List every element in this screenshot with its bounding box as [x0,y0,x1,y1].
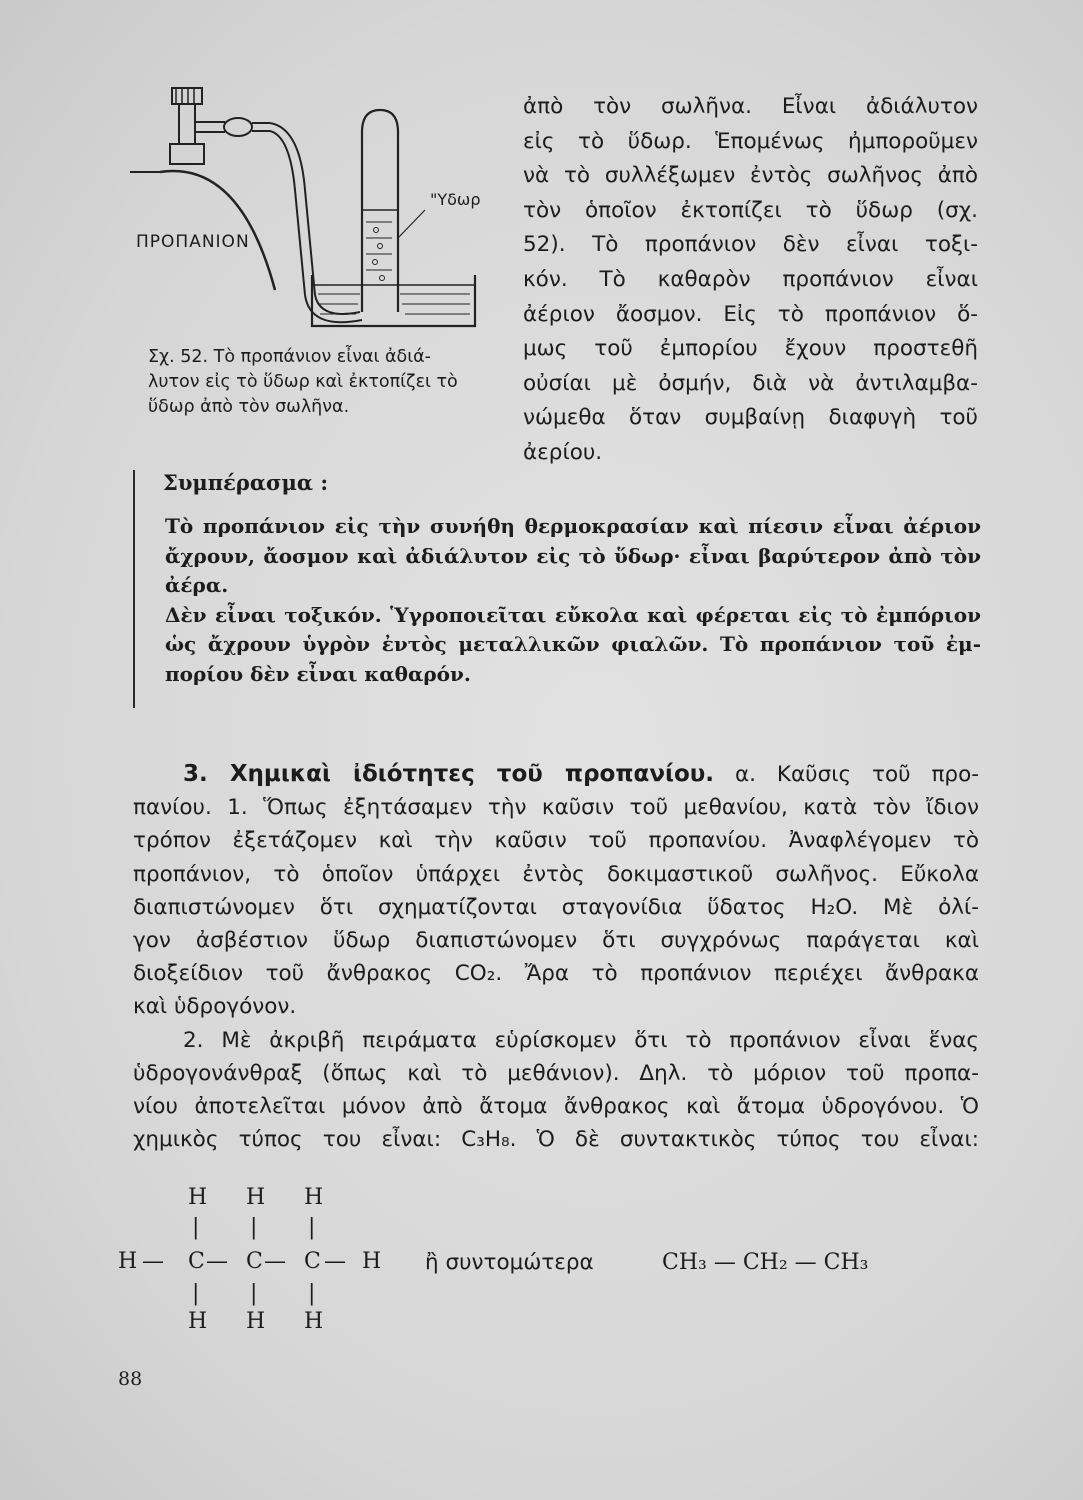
bond-vertical: | [250,1215,258,1240]
text-line: νώμεθα ὅταν συμβαίνῃ διαφυγὴ τοῦ [523,405,978,431]
atom-h: H [304,1309,324,1334]
text-line: μως τοῦ ἐμπορίου ἔχουν προστεθῆ [523,336,978,362]
right-column-text [523,90,978,471]
text-line: 52). Τὸ προπάνιον δὲν εἶναι τοξι- [523,232,978,258]
text-line: εἰς τὸ ὕδωρ. Ἑπομένως ἠμποροῦμεν [523,128,978,154]
water-label: "Υδωρ [430,190,481,209]
text-line: ἀέριον ἄοσμον. Εἰς τὸ προπάνιον ὅ- [523,301,978,327]
caption-line: λυτον εἰς τὸ ὕδωρ καὶ ἐκτοπίζει τὸ [148,372,458,392]
text-line: ἀερίου. [523,439,603,465]
bond-vertical: | [192,1215,200,1240]
atom-h: H [304,1185,324,1210]
section-heading-rest: α. Καῦσις τοῦ προ- [714,762,979,787]
conclusion-line: ἀέρα. [165,573,229,597]
atom-c: C [188,1249,205,1274]
alternative-label: ἢ συντομώτερα [425,1250,594,1275]
bond-vertical: | [308,1281,316,1306]
paragraph-line: προπάνιον, τὸ ὁποῖον ὑπάρχει ἐντὸς δοκιμαστικοῦ σωλῆνος. Εὔκολα [133,861,979,887]
bond-vertical: | [250,1281,258,1306]
conclusion-title: Συμπέρασμα : [163,470,329,495]
text-line: κόν. Τὸ καθαρὸν προπάνιον εἶναι [523,266,978,292]
text-line: νὰ τὸ συλλέξωμεν ἐντὸς σωλῆνος ἀπὸ [523,163,978,189]
caption-line: ὕδωρ ἀπὸ τὸν σωλῆνα. [148,397,350,417]
condensed-formula: CH₃ — CH₂ — CH₃ [662,1250,869,1275]
bond-horizontal: — [206,1249,228,1274]
paragraph-line: νίου ἀποτελεῖται μόνον ἀπὸ ἄτομα ἄνθρακος καὶ ἄτομα ὑδρογόνου. Ὁ [133,1094,979,1120]
propane-label: ΠΡΟΠΑΝΙΟΝ [136,232,250,252]
bond-horizontal: — [264,1249,286,1274]
bond-horizontal: — [324,1249,346,1274]
paragraph-line: καὶ ὑδρογόνον. [133,994,297,1020]
atom-h: H [246,1309,266,1334]
page-number: 88 [118,1368,143,1390]
conclusion-line: ὡς ἄχρουν ὑγρὸν ἐντὸς μεταλλικῶν φιαλῶν. Τὸ προπάνιον τοῦ ἐμ- [165,632,981,656]
atom-c: C [246,1249,263,1274]
conclusion-line: πορίου δὲν εἶναι καθαρόν. [165,661,471,686]
text-line: τὸν ὁποῖον ἐκτοπίζει τὸ ὕδωρ (σχ. [523,197,978,223]
caption-line: Σχ. 52. Τὸ προπάνιον εἶναι ἀδιά- [148,347,431,367]
bond-vertical: | [192,1281,200,1306]
paragraph-line: τρόπον ἐξετάζομεν καὶ τὴν καῦσιν τοῦ προπανίου. Ἀναφλέγομεν τὸ [133,828,979,854]
paragraph-line: ὑδρογονάνθραξ (ὅπως καὶ τὸ μεθάνιον). Δηλ. τὸ μόριον τοῦ προπα- [133,1060,979,1086]
paragraph-line: διοξείδιον τοῦ ἄνθρακος CO₂. Ἄρα τὸ προπάνιον περιέχει ἄνθρακα [133,961,979,987]
atom-h: H [188,1185,208,1210]
conclusion-line: ἄχρουν, ἄοσμον καὶ ἀδιάλυτον εἰς τὸ ὕδωρ· εἶναι βαρύτερον ἀπὸ τὸν [165,543,981,568]
section-heading-line [133,758,979,791]
atom-h: H [188,1309,208,1334]
paragraph-line: χημικὸς τύπος του εἶναι: C₃H₈. Ὁ δὲ συντακτικὸς τύπος του εἶναι: [133,1127,979,1153]
apparatus-drawing [130,80,500,340]
section-heading: 3. Χημικαὶ ἰδιότητες τοῦ προπανίου. [183,761,715,787]
paragraph-line: γον ἀσβέστιον ὕδωρ διαπιστώνομεν ὅτι συγχρόνως παράγεται καὶ [133,928,979,954]
paragraph-line: διαπιστώνομεν ὅτι σχηματίζονται σταγονίδια ὕδατος H₂O. Μὲ ὀλί- [133,894,979,920]
conclusion-body [165,512,981,689]
bond-horizontal: — [142,1249,164,1274]
text-line: ἀπὸ τὸν σωλῆνα. Εἶναι ἀδιάλυτον [523,94,978,119]
atom-h: H [118,1249,138,1274]
atom-h: H [246,1185,266,1210]
figure-52 [130,80,500,340]
bond-vertical: | [308,1215,316,1240]
text-line: οὐσίαι μὲ ὀσμήν, διὰ νὰ ἀντιλαμβα- [523,370,978,396]
section-chemical-properties [133,758,979,1156]
paragraph-line: 2. Μὲ ἀκριβῆ πειράματα εὑρίσκομεν ὅτι τὸ προπάνιον εἶναι ἕνας [183,1027,979,1053]
conclusion-line: Δὲν εἶναι τοξικόν. Ὑγροποιεῖται εὔκολα καὶ φέρεται εἰς τὸ ἐμπόριον [165,602,981,627]
atom-c: C [304,1249,321,1274]
conclusion-line: Τὸ προπάνιον εἰς τὴν συνήθη θερμοκρασίαν καὶ πίεσιν εἶναι ἀέριον [165,514,981,538]
paragraph-line: πανίου. 1. Ὅπως ἐξητάσαμεν τὴν καῦσιν τοῦ μεθανίου, κατὰ τὸν ἴδιον [133,795,979,821]
figure-caption [148,345,493,420]
conclusion-box [133,470,981,708]
atom-h: H [362,1249,382,1274]
